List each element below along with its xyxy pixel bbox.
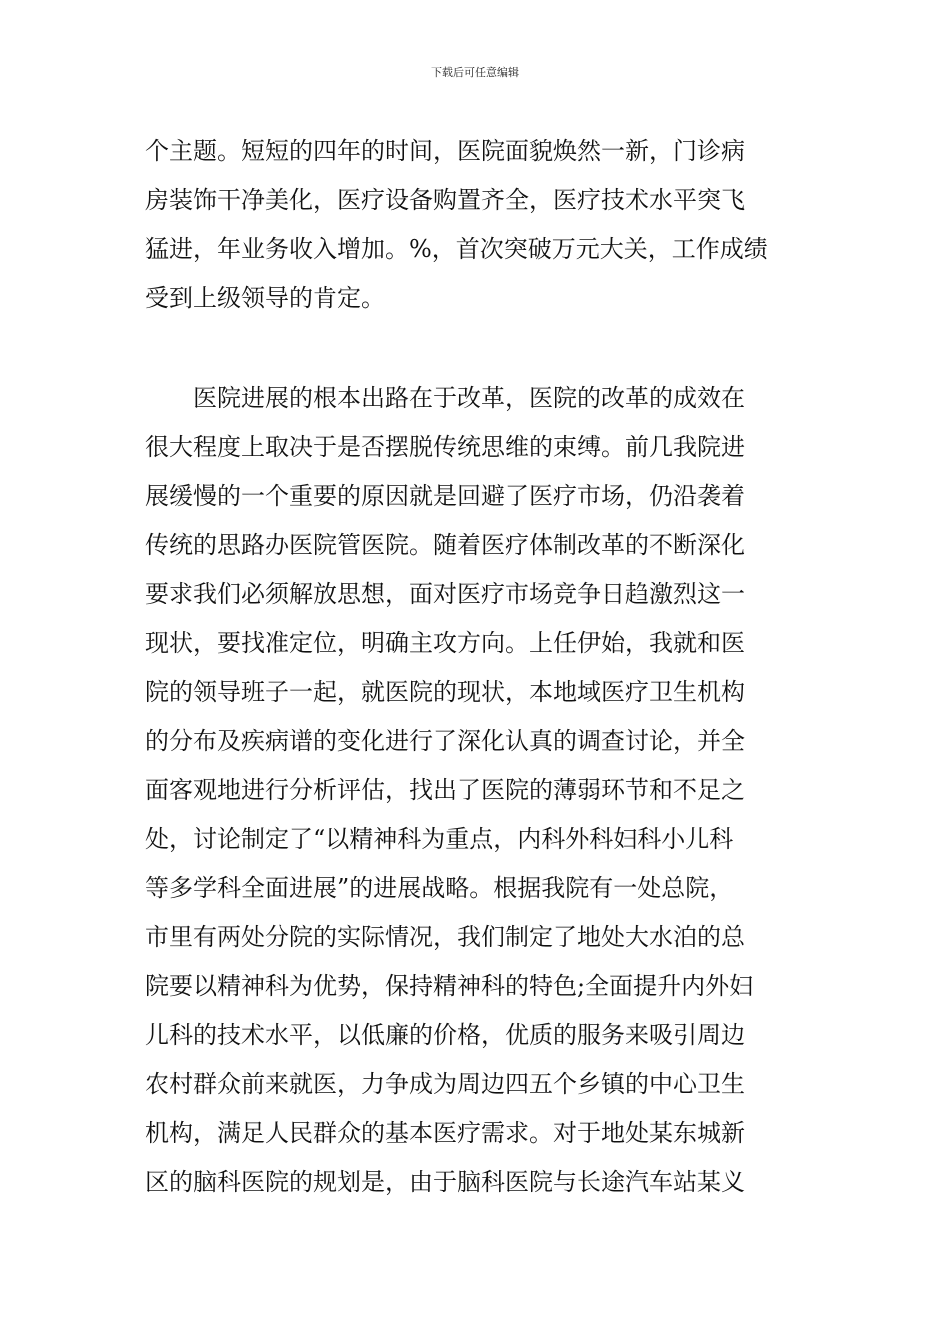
text-line: 传统的思路办医院管医院。随着医疗体制改革的不断深化 — [145, 531, 745, 559]
text-line: 医院进展的根本出路在于改革，医院的改革的成效在 — [145, 384, 745, 412]
text-line: 面客观地进行分析评估，找出了医院的薄弱环节和不足之 — [145, 776, 745, 804]
text-line: 院的领导班子一起，就医院的现状，本地域医疗卫生机构 — [145, 678, 745, 706]
text-line: 受到上级领导的肯定。 — [145, 284, 385, 312]
text-line: 猛进，年业务收入增加。%，首次突破万元大关，工作成绩 — [145, 235, 768, 263]
text-line: 院要以精神科为优势，保持精神科的特色;全面提升内外妇 — [145, 972, 754, 1000]
text-line: 房装饰干净美化，医疗设备购置齐全，医疗技术水平突飞 — [145, 186, 745, 214]
text-line: 儿科的技术水平，以低廉的价格，优质的服务来吸引周边 — [145, 1021, 745, 1049]
text-line: 现状，要找准定位，明确主攻方向。上任伊始，我就和医 — [145, 629, 745, 657]
page-header: 下载后可任意编辑 — [431, 66, 519, 79]
text-line: 展缓慢的一个重要的原因就是回避了医疗市场，仍沿袭着 — [145, 482, 745, 510]
text-line: 区的脑科医院的规划是，由于脑科医院与长途汽车站某义 — [145, 1168, 745, 1196]
text-line: 处，讨论制定了“以精神科为重点，内科外科妇科小儿科 — [145, 825, 734, 853]
text-line: 等多学科全面进展”的进展战略。根据我院有一处总院， — [145, 874, 734, 902]
text-line: 要求我们必须解放思想，面对医疗市场竞争日趋激烈这一 — [145, 580, 745, 608]
text-line: 的分布及疾病谱的变化进行了深化认真的调查讨论，并全 — [145, 727, 745, 755]
text-line: 很大程度上取决于是否摆脱传统思维的束缚。前几我院进 — [145, 433, 745, 461]
text-line: 农村群众前来就医，力争成为周边四五个乡镇的中心卫生 — [145, 1070, 745, 1098]
text-line: 个主题。短短的四年的时间，医院面貌焕然一新，门诊病 — [145, 137, 745, 165]
text-line: 机构，满足人民群众的基本医疗需求。对于地处某东城新 — [145, 1119, 745, 1147]
text-line: 市里有两处分院的实际情况，我们制定了地处大水泊的总 — [145, 923, 745, 951]
